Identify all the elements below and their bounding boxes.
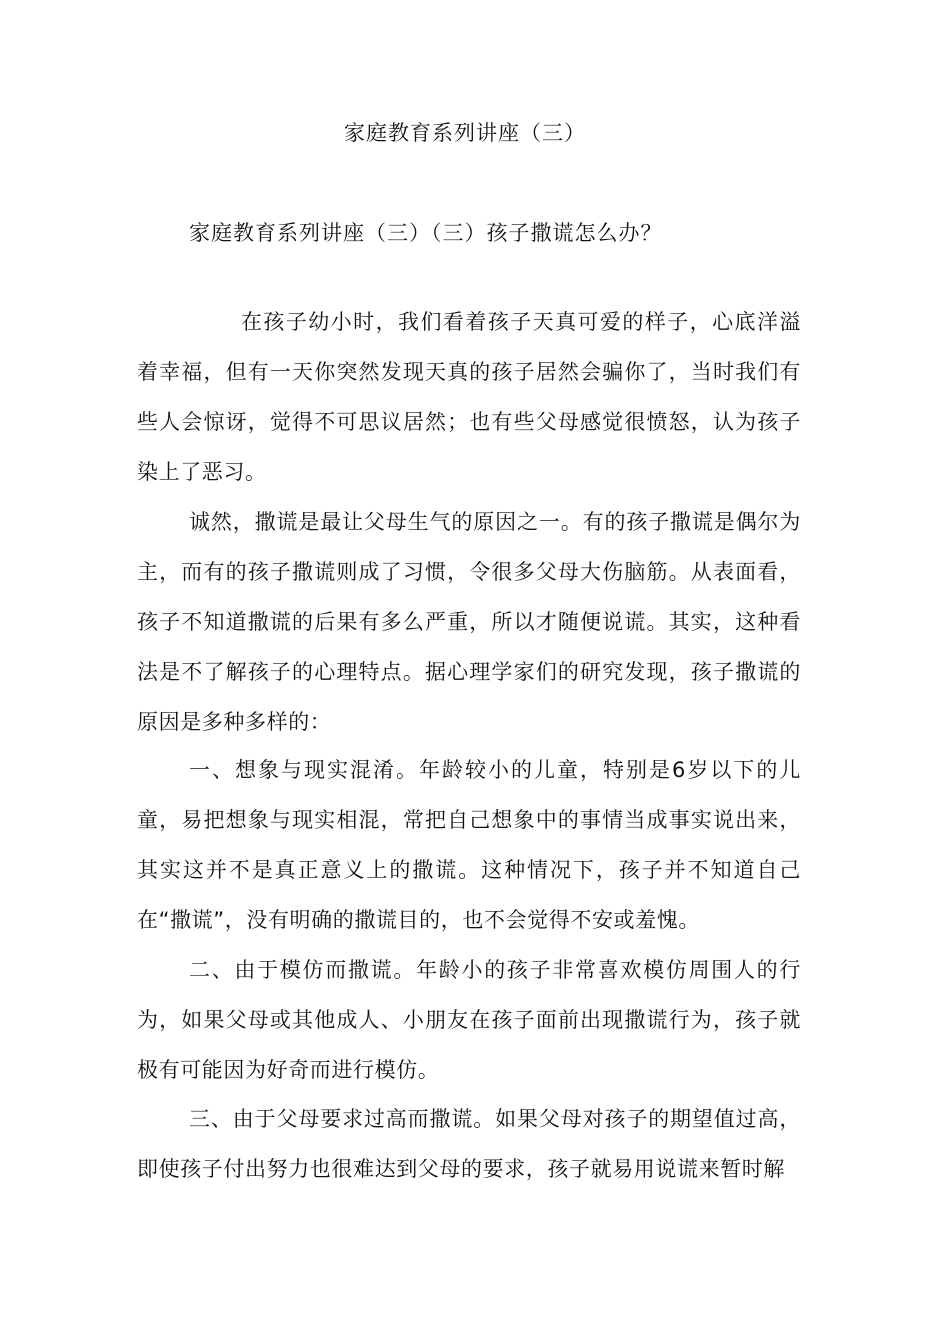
paragraph-4: 二、由于模仿而撒谎。年龄小的孩子非常喜欢模仿周围人的行为，如果父母或其他成人、小朋友在孩子面前出现撒谎行为，孩子就极有可能因为好奇而进行模仿。 <box>137 958 801 1082</box>
lecture-subtitle: 家庭教育系列讲座（三）（三）孩子撒谎怎么办？ <box>189 221 663 245</box>
paragraph-2: 诚然，撒谎是最让父母生气的原因之一。有的孩子撒谎是偶尔为主，而有的孩子撒谎则成了习惯，令很多父母大伤脑筋。从表面看，孩子不知道撒谎的后果有多么严重，所以才随便说谎。其实，这种看法是不了解孩子的心理特点。据心理学家们的研究发现，孩子撒谎的原因是多种多样的： <box>137 510 801 734</box>
document-title: 家庭教育系列讲座（三） <box>344 121 586 145</box>
paragraph-3: 一、想象与现实混淆。年龄较小的儿童，特别是6岁以下的儿童，易把想象与现实相混，常把自己想象中的事情当成事实说出来，其实这并不是真正意义上的撒谎。这种情况下，孩子并不知道自己在“撒谎”，没有明确的撒谎目的，也不会觉得不安或羞愧。 <box>137 758 801 932</box>
paragraph-1: 在孩子幼小时，我们看着孩子天真可爱的样子，心底洋溢着幸福，但有一天你突然发现天真的孩子居然会骗你了，当时我们有些人会惊讶，觉得不可思议居然；也有些父母感觉很愤怒，认为孩子染上了恶习。 <box>137 310 801 484</box>
paragraph-5: 三、由于父母要求过高而撒谎。如果父母对孩子的期望值过高，即使孩子付出努力也很难达到父母的要求，孩子就易用说谎来暂时解 <box>137 1107 801 1181</box>
